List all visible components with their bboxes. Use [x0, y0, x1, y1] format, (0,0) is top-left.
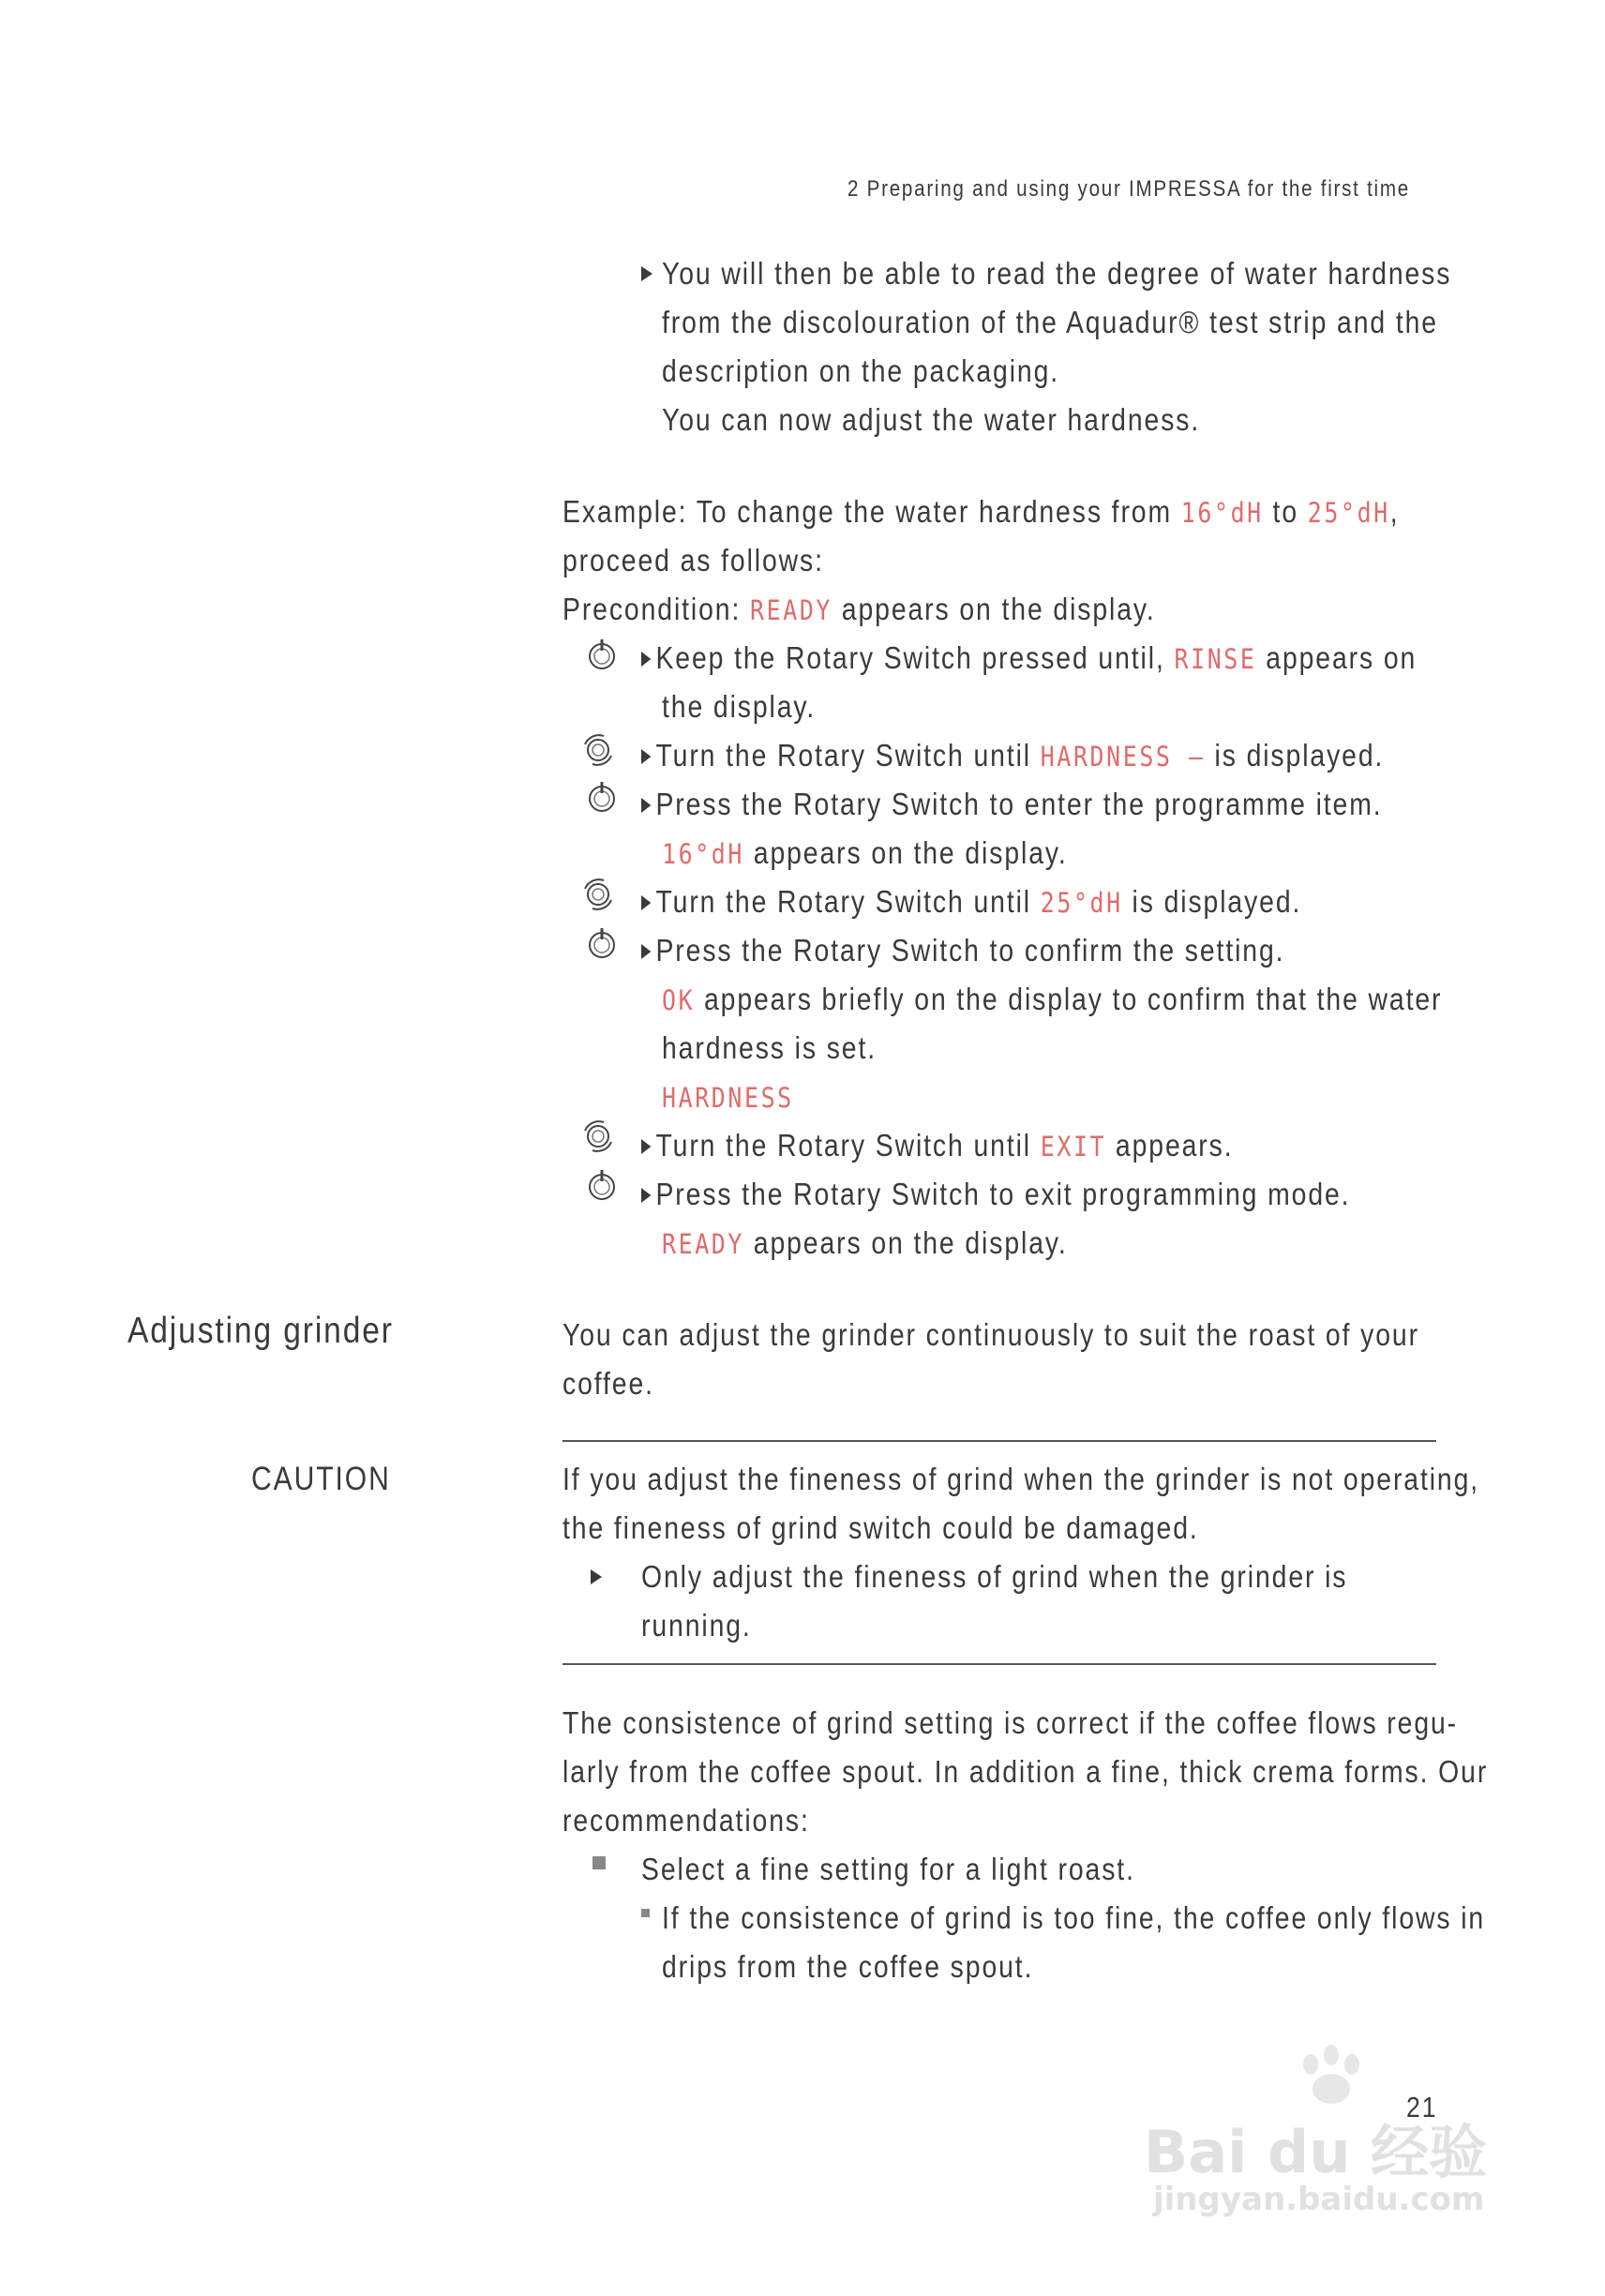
press-rotary-switch-icon	[583, 778, 621, 816]
lcd-ready: READY	[750, 594, 833, 626]
caution-label: CAUTION	[251, 1461, 391, 1497]
intro-follow: You can now adjust the water hardness.	[662, 402, 1201, 437]
intro-line-3: description on the packaging.	[662, 353, 1060, 388]
caution-bullet-2: running.	[641, 1608, 752, 1643]
step-2: Turn the Rotary Switch until HARDNESS – is displayed.	[641, 731, 1384, 781]
intro-line-1: You will then be able to read the degree of water hardness	[662, 256, 1452, 291]
turn-rotary-switch-icon	[579, 876, 617, 913]
caution-bottom-rule	[562, 1663, 1436, 1665]
recommendation-item-1: Select a fine setting for a light roast.	[641, 1852, 1135, 1886]
arrow-icon	[641, 749, 651, 764]
step-5-result-2: hardness is set.	[662, 1030, 878, 1065]
baidu-watermark	[1144, 2044, 1538, 2231]
step-1: Keep the Rotary Switch pressed until, RINSE appears on	[641, 634, 1417, 683]
running-header: 2 Preparing and using your IMPRESSA for the first time	[848, 176, 1410, 202]
arrow-icon	[641, 944, 651, 959]
press-rotary-switch-icon	[583, 636, 621, 673]
arrow-icon	[641, 895, 651, 910]
example-line-2: proceed as follows:	[562, 543, 824, 578]
recommendation-sub-line-1: If the consistence of grind is too fine, the coffee only flows in	[662, 1900, 1486, 1935]
grinder-line-2: coffee.	[562, 1366, 654, 1401]
lcd-ready-final: READY	[662, 1228, 744, 1260]
lcd-hardness-minus: HARDNESS –	[1040, 741, 1206, 773]
press-rotary-switch-icon	[583, 1166, 621, 1204]
lcd-16dh: 16°dH	[662, 838, 744, 870]
grinder-line-1: You can adjust the grinder continuously to suit the roast of your	[562, 1317, 1419, 1352]
paw-logo-icon	[1284, 2044, 1378, 2109]
lcd-25dh: 25°dH	[1040, 887, 1123, 919]
caution-top-rule	[562, 1440, 1436, 1442]
precondition: Precondition: READY appears on the display.	[562, 592, 1156, 626]
caution-line-1: If you adjust the fineness of grind when the grinder is not operating,	[562, 1462, 1480, 1496]
step-6: Turn the Rotary Switch until EXIT appears.	[641, 1121, 1234, 1171]
example-line-1: Example: To change the water hardness from 16°dH to 25°dH,	[562, 494, 1400, 529]
caution-bullet-1: Only adjust the fineness of grind when the grinder is	[641, 1559, 1348, 1594]
lcd-rinse: RINSE	[1174, 643, 1257, 675]
small-square-bullet-icon	[641, 1909, 650, 1917]
lcd-to-value: 25°dH	[1307, 497, 1390, 529]
press-rotary-switch-icon	[583, 924, 621, 962]
arrow-icon	[641, 266, 658, 288]
page-number: 21	[1406, 2091, 1438, 2123]
section-heading-grinder: Adjusting grinder	[128, 1311, 394, 1351]
step-5-display	[662, 1073, 794, 1122]
step-3-result: 16°dH appears on the display.	[662, 835, 1068, 870]
lcd-ok: OK	[662, 984, 696, 1016]
lcd-exit: EXIT	[1040, 1131, 1107, 1163]
arrow-icon	[641, 1139, 651, 1154]
step-5-result: OK appears briefly on the display to confirm that the water	[662, 982, 1443, 1016]
square-bullet-icon	[592, 1856, 606, 1869]
step-5: Press the Rotary Switch to confirm the setting.	[641, 926, 1284, 975]
lcd-hardness: HARDNESS	[662, 1082, 794, 1114]
consistence-line-1: The consistence of grind setting is correct if the coffee flows regu-	[562, 1705, 1459, 1740]
step-3: Press the Rotary Switch to enter the programme item.	[641, 780, 1383, 829]
caution-line-2: the fineness of grind switch could be damaged.	[562, 1510, 1199, 1545]
recommendation-sub-line-2: drips from the coffee spout.	[662, 1949, 1034, 1984]
arrow-icon	[641, 1188, 651, 1203]
watermark-brand: Bai du 经验	[1144, 2118, 1488, 2186]
lcd-from-value: 16°dH	[1180, 497, 1264, 529]
watermark-url: jingyan.baidu.com	[1153, 2181, 1485, 2218]
intro-line-2: from the discolouration of the Aquadur® test strip and the	[662, 305, 1438, 339]
step-7: Press the Rotary Switch to exit programming mode.	[641, 1170, 1350, 1219]
arrow-icon	[641, 652, 651, 667]
consistence-line-2: larly from the coffee spout. In addition a fine, thick crema forms. Our	[562, 1754, 1489, 1789]
step-4: Turn the Rotary Switch until 25°dH is displayed.	[641, 878, 1301, 927]
arrow-icon	[591, 1569, 608, 1591]
arrow-icon	[641, 798, 651, 813]
step-7-result: READY appears on the display.	[662, 1225, 1068, 1260]
turn-rotary-switch-icon	[579, 1118, 617, 1155]
step-1-cont: the display.	[662, 689, 817, 724]
turn-rotary-switch-icon	[579, 731, 617, 769]
consistence-line-3: recommendations:	[562, 1803, 810, 1838]
